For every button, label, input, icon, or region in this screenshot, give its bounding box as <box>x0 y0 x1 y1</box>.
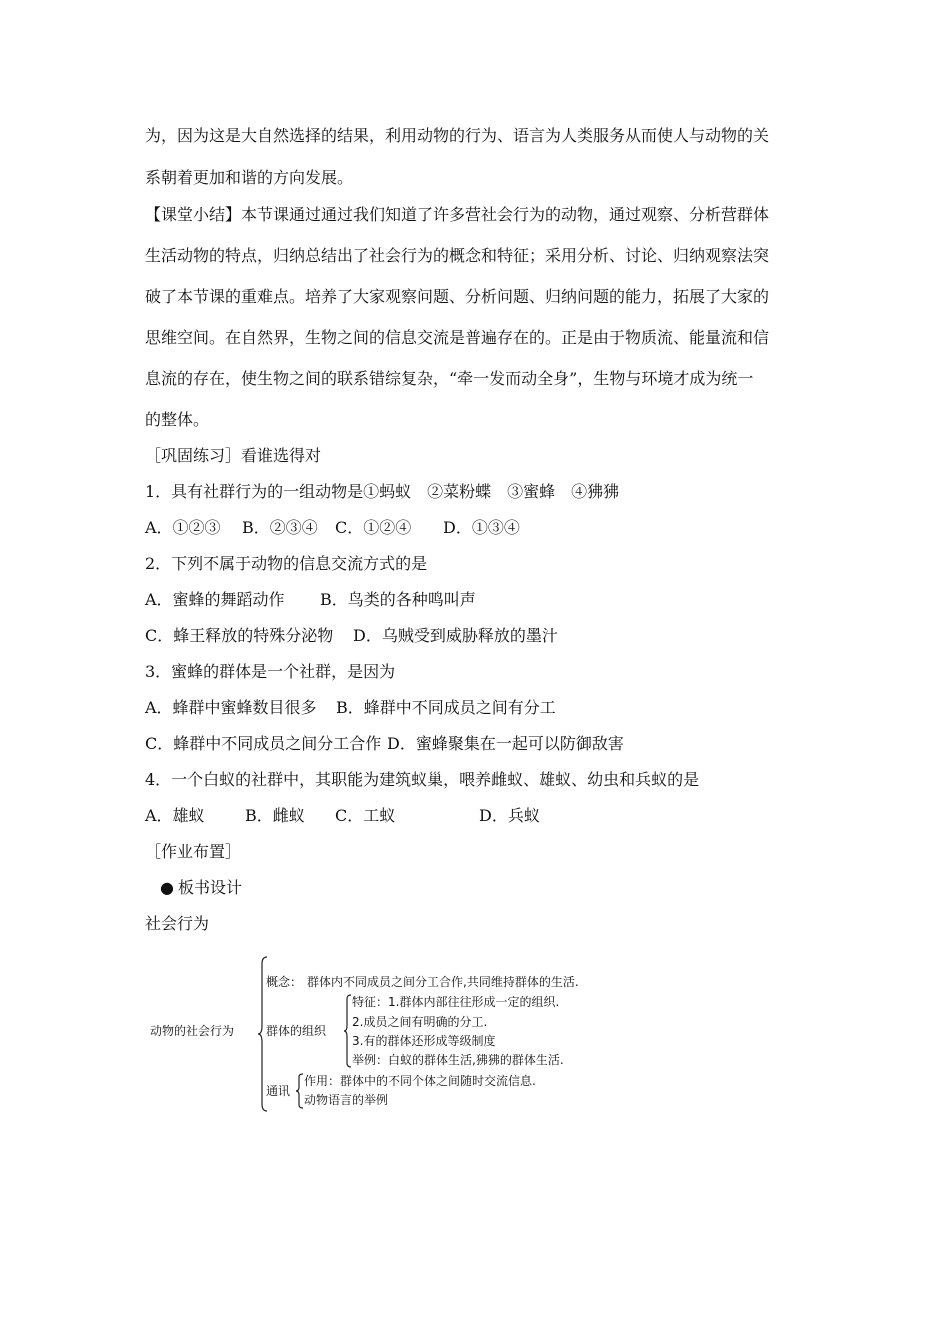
question-stem: 2．下列不属于动物的信息交流方式的是 <box>145 554 428 573</box>
question-option: D．①③④ <box>443 518 520 537</box>
question-option: B．②③④ <box>242 518 318 537</box>
summary-line: 思维空间。在自然界，生物之间的信息交流是普遍存在的。正是由于物质流、能量流和信 <box>145 328 770 347</box>
question-option: C．蜂群中不同成员之间分工合作 <box>145 734 382 753</box>
question-option: D．蜜蜂聚集在一起可以防御敌害 <box>387 734 624 753</box>
exercise-heading: ［巩固练习］看谁选得对 <box>145 446 322 465</box>
diagram-organization-item: 3.有的群体还形成等级制度 <box>352 1034 496 1048</box>
diagram-concept-label: 概念： <box>266 975 303 989</box>
summary-line: 息流的存在，使生物之间的联系错综复杂，“牵一发而动全身”，生物与环境才成为统一 <box>145 369 754 388</box>
question-option: B．鸟类的各种鸣叫声 <box>320 590 476 609</box>
question-option: B．雌蚁 <box>245 806 305 825</box>
summary-line: 生活动物的特点，归纳总结出了社会行为的概念和特征；采用分析、讨论、归纳观察法突 <box>145 246 770 265</box>
question-option: C．①②④ <box>335 518 412 537</box>
question-option: A．蜜蜂的舞蹈动作 <box>145 590 285 609</box>
question-stem: 3．蜜蜂的群体是一个社群，是因为 <box>145 662 396 681</box>
paragraph-line: 系朝着更加和谐的方向发展。 <box>145 168 354 187</box>
question-option: A．①②③ <box>145 518 221 537</box>
diagram-organization-item: 特征：1.群体内部往往形成一定的组织. <box>352 995 560 1009</box>
diagram-concept-text: 群体内不同成员之间分工合作,共同维持群体的生活. <box>307 975 579 989</box>
diagram-organization-item: 2.成员之间有明确的分工. <box>352 1015 488 1029</box>
question-option: C．工蚁 <box>335 806 396 825</box>
diagram-organization-item: 举例：白蚁的群体生活,狒狒的群体生活. <box>352 1053 564 1067</box>
question-option: D．兵蚁 <box>479 806 540 825</box>
summary-line: 的整体。 <box>145 410 210 429</box>
summary-line: 破了本节课的重难点。培养了大家观察问题、分析问题、归纳问题的能力，拓展了大家的 <box>145 287 770 306</box>
question-option: D．乌贼受到威胁释放的墨汁 <box>353 626 558 645</box>
question-option: B．蜂群中不同成员之间有分工 <box>336 698 556 717</box>
bullet-icon: ● <box>160 878 174 897</box>
diagram-root-label: 动物的社会行为 <box>150 1024 235 1038</box>
diagram-communication-label: 通讯 <box>266 1084 291 1098</box>
homework-heading: ［作业布置］ <box>145 842 242 861</box>
question-option: A．蜂群中蜜蜂数目很多 <box>145 698 317 717</box>
question-option: C．蜂王释放的特殊分泌物 <box>145 626 334 645</box>
board-design-topic: 社会行为 <box>145 914 210 933</box>
communication-brace-icon <box>296 1073 304 1109</box>
question-option: A．雄蚁 <box>145 806 205 825</box>
organization-brace-icon <box>344 994 352 1068</box>
paragraph-line: 为，因为这是大自然选择的结果，利用动物的行为、语言为人类服务从而使人与动物的关 <box>145 126 770 145</box>
diagram-communication-item: 作用：群体中的不同个体之间随时交流信息. <box>304 1074 536 1088</box>
board-design-heading: 板书设计 <box>178 878 243 897</box>
question-stem: 4．一个白蚁的社群中，其职能为建筑蚁巢，喂养雌蚁、雄蚁、幼虫和兵蚁的是 <box>145 770 700 789</box>
diagram-communication-item: 动物语言的举例 <box>304 1093 389 1107</box>
diagram-organization-label: 群体的组织 <box>266 1024 327 1038</box>
summary-line: 【课堂小结】本节课通过通过我们知道了许多营社会行为的动物，通过观察、分析营群体 <box>145 205 770 224</box>
question-stem: 1．具有社群行为的一组动物是①蚂蚁 ②菜粉蝶 ③蜜蜂 ④狒狒 <box>145 482 620 501</box>
